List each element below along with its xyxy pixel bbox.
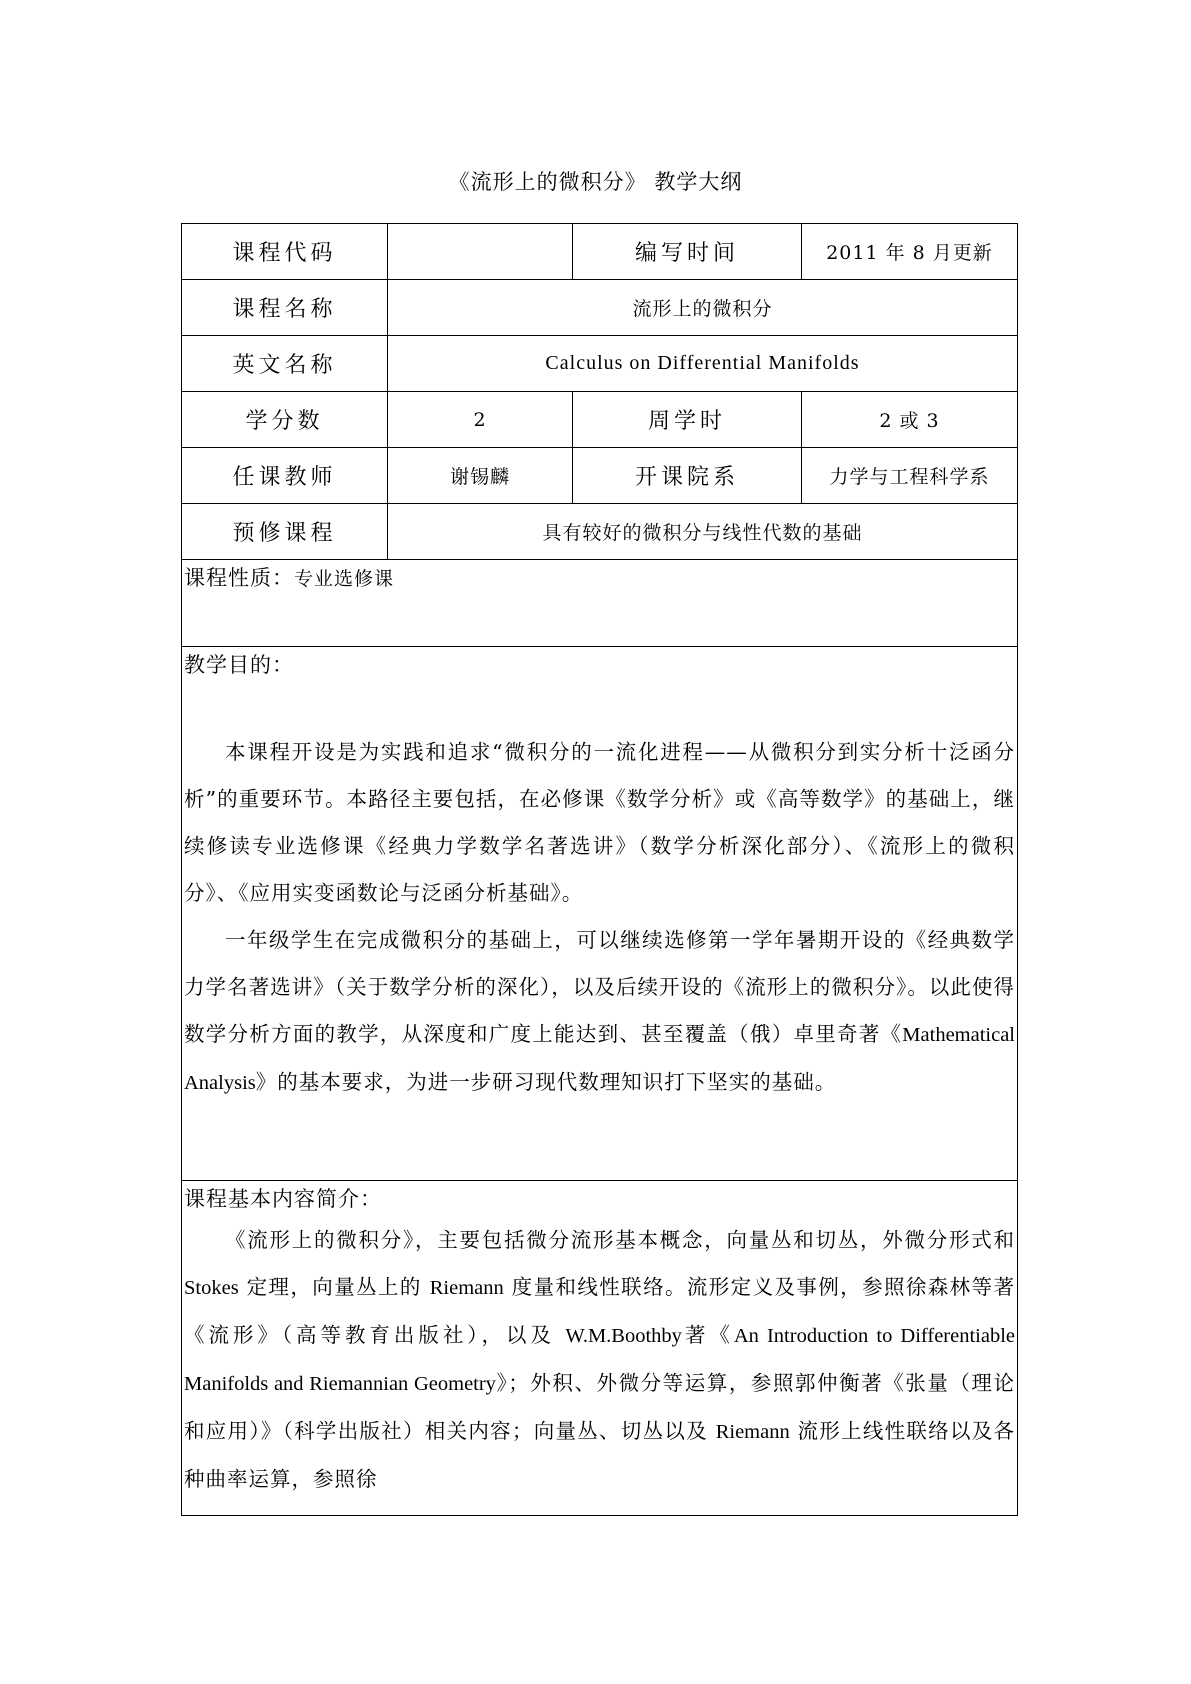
written-time-label: 编写时间: [573, 224, 802, 280]
english-name-label: 英文名称: [182, 336, 388, 392]
teaching-goal-section: [182, 647, 1018, 1181]
mathematical-analysis-title: Mathematical Analysis: [184, 1024, 1015, 1094]
course-content-paragraph: 《流形上的微积分》，主要包括微分流形基本概念，向量丛和切丛，外微分形式和 Stokes 定理，向量丛上的 Riemann 度量和线性联络。流形定义及事例，参照徐森林等著《流形》（高等教育出版社），以及 W.M.Boothby著《An Introduction to Differentiable Manifolds and Riemannian Geometry》；外积、外微分等运算，参照郭仲衡著《张量（理论和应用）》（科学出版社）相关内容；向量丛、切丛以及 Riemann 流形上线性联络以及各种曲率运算，参照徐: [184, 1228, 1016, 1491]
english-name-value: Calculus on Differential Manifolds: [388, 336, 1018, 392]
course-nature-label: 课程性质：: [184, 566, 294, 590]
boothby-book-title: An Introduction to Differentiable Manifolds and Riemannian Geometry: [184, 1325, 1016, 1395]
credits-value: 2: [388, 392, 573, 448]
row-course-nature: [182, 560, 1018, 647]
department-value: 力学与工程科学系: [802, 448, 1018, 504]
row-teacher: [182, 448, 1018, 504]
prerequisite-label: 预修课程: [182, 504, 388, 560]
course-nature-value: 专业选修课: [294, 568, 395, 590]
row-teaching-goal: [182, 647, 1018, 1181]
row-prerequisite: [182, 504, 1018, 560]
course-content-label: 课程基本内容简介：: [184, 1187, 382, 1211]
teaching-goal-label: 教学目的：: [184, 653, 294, 677]
course-name-label: 课程名称: [182, 280, 388, 336]
row-course-code: [182, 224, 1018, 280]
written-time-value: 2011 年 8 月更新: [802, 224, 1018, 280]
weekly-hours-value: 2 或 3: [802, 392, 1018, 448]
row-course-content: [182, 1181, 1018, 1516]
course-nature-section: [182, 560, 1018, 647]
row-course-name: [182, 280, 1018, 336]
course-code-value: [388, 224, 573, 280]
course-name-value: 流形上的微积分: [388, 280, 1018, 336]
teacher-value: 谢锡麟: [388, 448, 573, 504]
document-title: 《流形上的微积分》 教学大纲: [448, 170, 743, 194]
teacher-label: 任课教师: [182, 448, 388, 504]
teaching-goal-paragraph-1: 本课程开设是为实践和追求“微积分的一流化进程——从微积分到实分析十泛函分析”的重要环节。本路径主要包括，在必修课《数学分析》或《高等数学》的基础上，继续修读专业选修课《经典力学数学名著选讲》（数学分析深化部分）、《流形上的微积分》、《应用实变函数论与泛函分析基础》。: [184, 740, 1015, 905]
department-label: 开课院系: [573, 448, 802, 504]
course-content-section: [182, 1181, 1018, 1516]
teaching-goal-paragraph-2: 一年级学生在完成微积分的基础上，可以继续选修第一学年暑期开设的《经典数学力学名著选讲》（关于数学分析的深化），以及后续开设的《流形上的微积分》。以此使得数学分析方面的教学，从深度和广度上能达到、甚至覆盖（俄）卓里奇著《Mathematical Analysis》的基本要求，为进一步研习现代数理知识打下坚实的基础。: [184, 928, 1015, 1094]
row-credits: [182, 392, 1018, 448]
weekly-hours-label: 周学时: [573, 392, 802, 448]
row-english-name: [182, 336, 1018, 392]
course-code-label: 课程代码: [182, 224, 388, 280]
credits-label: 学分数: [182, 392, 388, 448]
syllabus-table: [181, 223, 1018, 1516]
prerequisite-value: 具有较好的微积分与线性代数的基础: [388, 504, 1018, 560]
